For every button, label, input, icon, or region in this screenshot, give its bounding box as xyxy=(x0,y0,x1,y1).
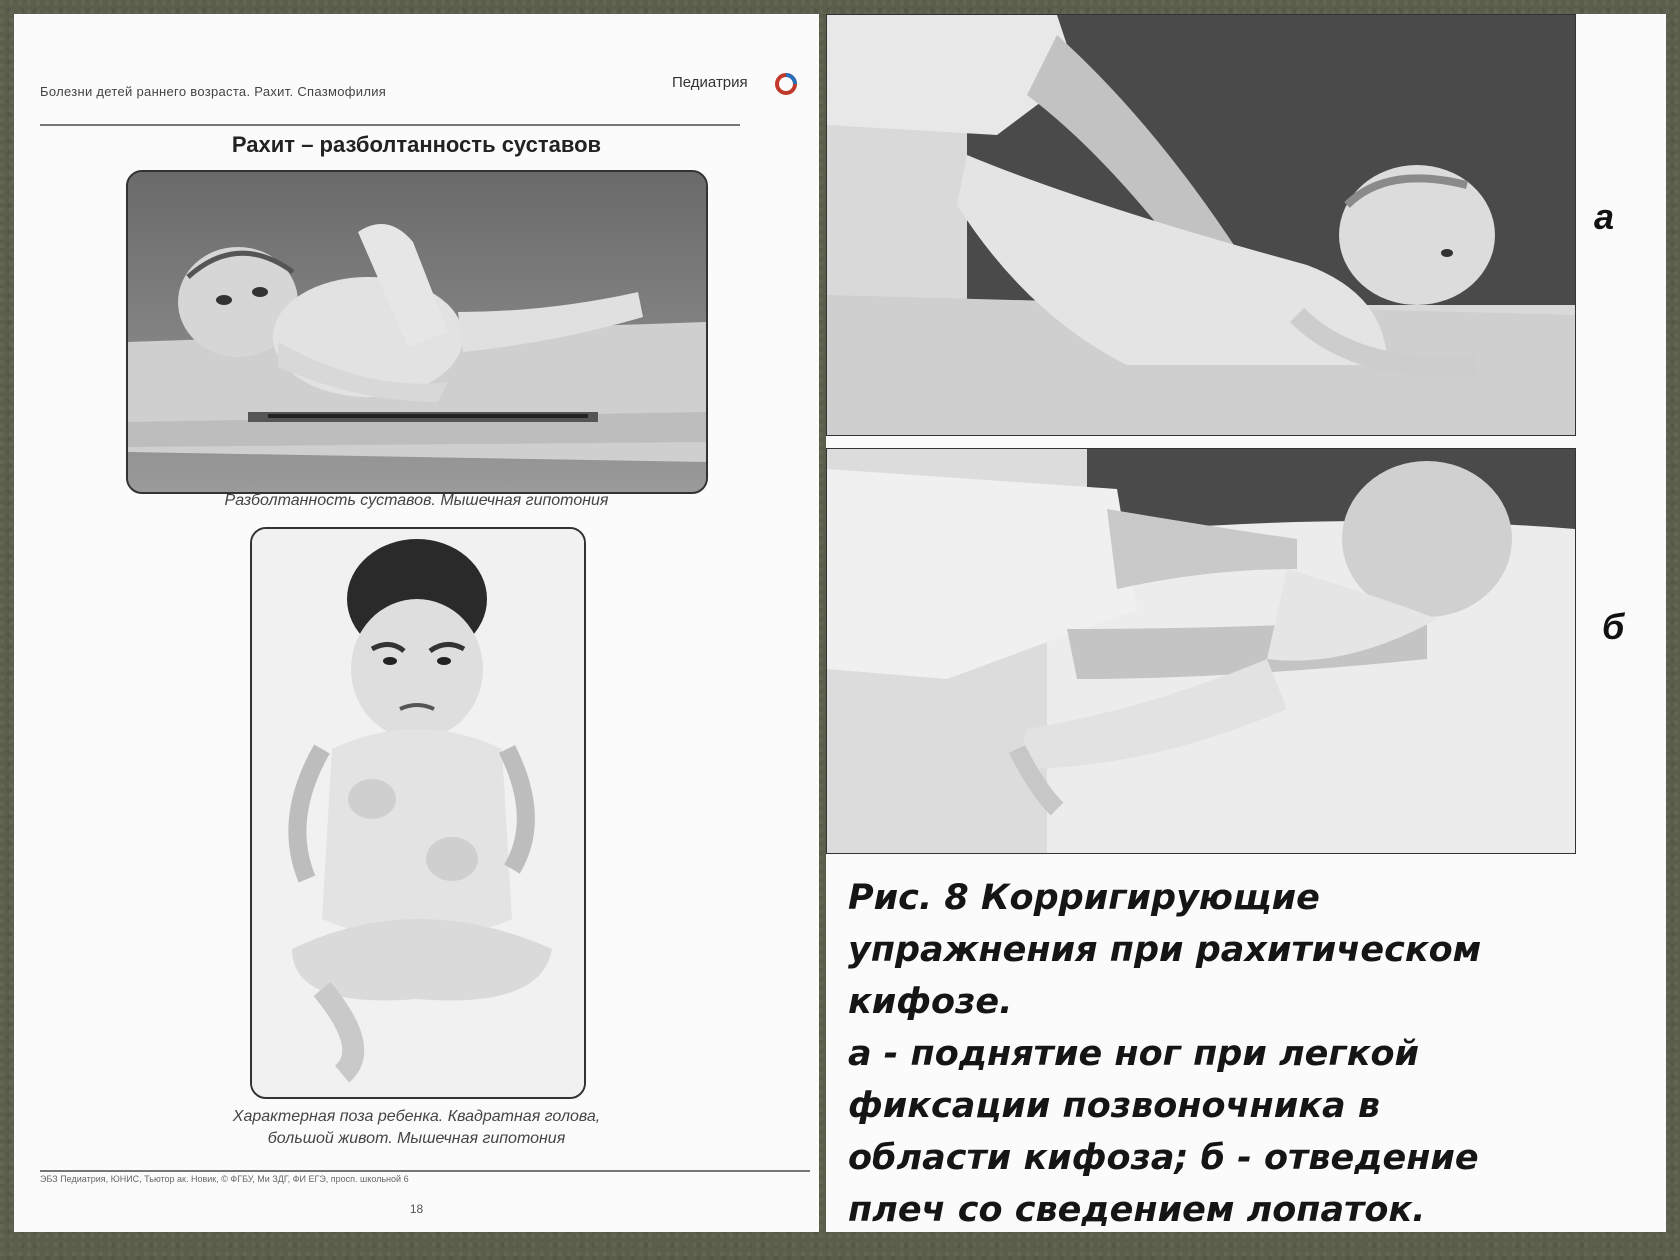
figure-label-a: а xyxy=(1594,196,1615,237)
page-title: Рахит – разболтанность суставов xyxy=(231,132,602,157)
illustration-a xyxy=(826,14,1576,436)
footer-text: ЭБЗ Педиатрия, ЮНИС, Тьютор ак. Новик, © ФГБУ, Ми ЗДГ, ФИ ЕГЭ, просп. школьной 6 xyxy=(40,1174,409,1184)
photo-child-sitting xyxy=(250,527,586,1099)
brand-logo-icon xyxy=(772,70,800,98)
photo-infant-lying xyxy=(126,170,708,494)
figure-caption-line-1: Рис. 8 Корригирующие xyxy=(848,878,1320,918)
brand-name: Педиатрия xyxy=(672,74,748,91)
figure-caption-line-4: а - поднятие ног при легкой xyxy=(848,1034,1420,1074)
figure-label-b: б xyxy=(1602,606,1625,647)
page-number: 18 xyxy=(409,1202,424,1216)
left-page xyxy=(14,14,819,1232)
figure-caption-line-3: кифозе. xyxy=(848,982,1013,1022)
figure-caption-line-2: упражнения при рахитическом xyxy=(848,930,1482,970)
figure-caption-line-7: плеч со сведением лопаток. xyxy=(848,1190,1426,1230)
caption-bottom-line-2: большой живот. Мышечная гипотония xyxy=(267,1130,566,1147)
caption-bottom xyxy=(14,1106,819,1150)
footer-rule xyxy=(40,1170,810,1172)
header-text: Болезни детей раннего возраста. Рахит. Спазмофилия xyxy=(40,84,387,99)
figure-caption xyxy=(848,872,1660,1232)
caption-top: Разболтанность суставов. Мышечная гипотония xyxy=(224,492,609,509)
right-page xyxy=(826,14,1666,1232)
figure-caption-line-6: области кифоза; б - отведение xyxy=(848,1138,1479,1178)
caption-bottom-line-1: Характерная поза ребенка. Квадратная голова, xyxy=(232,1108,601,1125)
figure-caption-line-5: фиксации позвоночника в xyxy=(848,1086,1380,1126)
illustration-b xyxy=(826,448,1576,854)
